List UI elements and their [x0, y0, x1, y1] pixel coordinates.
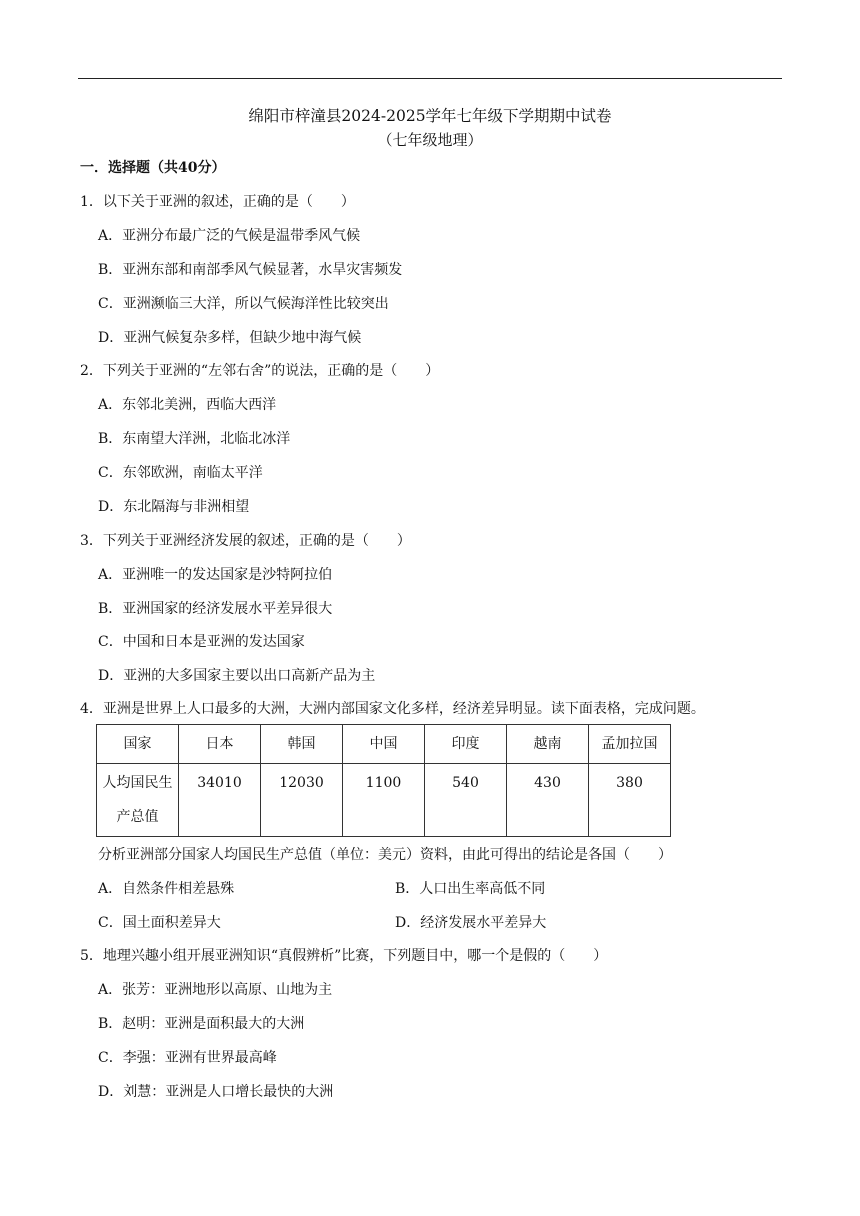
- gnp-table: [96, 724, 671, 837]
- question-4-option-a: A．自然条件相差悬殊: [98, 881, 235, 897]
- table-cell: 540: [425, 764, 507, 837]
- section-heading: 一．选择题（共40分）: [80, 160, 226, 176]
- question-5-option-a: A．张芳：亚洲地形以高原、山地为主: [98, 982, 333, 998]
- question-4-stem: 4．亚洲是世界上人口最多的大洲，大洲内部国家文化多样，经济差异明显。读下面表格，完成问题。: [80, 701, 705, 717]
- question-4-follow-up: 分析亚洲部分国家人均国民生产总值（单位：美元）资料，由此可得出的结论是各国（ ）: [98, 847, 672, 863]
- question-5-option-c: C．李强：亚洲有世界最高峰: [98, 1050, 277, 1066]
- exam-subtitle: （七年级地理）: [377, 131, 483, 149]
- row-label-line-1: 人均国民生: [102, 775, 173, 791]
- table-header-cell: 日本: [179, 725, 261, 764]
- table-header-cell: 越南: [507, 725, 589, 764]
- question-2-stem: 2．下列关于亚洲的“左邻右舍”的说法，正确的是（ ）: [80, 363, 440, 379]
- question-5-option-d: D．刘慧：亚洲是人口增长最快的大洲: [98, 1084, 334, 1100]
- table-row: [97, 764, 671, 837]
- question-3-option-c: C．中国和日本是亚洲的发达国家: [98, 634, 305, 650]
- question-1-option-c: C．亚洲濒临三大洋，所以气候海洋性比较突出: [98, 296, 389, 312]
- table-cell: 1100: [343, 764, 425, 837]
- header-rule: [78, 78, 782, 79]
- table-header-cell: 孟加拉国: [589, 725, 671, 764]
- question-1-option-a: A．亚洲分布最广泛的气候是温带季风气候: [98, 228, 361, 244]
- question-4-option-d: D．经济发展水平差异大: [395, 915, 547, 931]
- table-row-label: [97, 764, 179, 837]
- question-3-option-d: D．亚洲的大多国家主要以出口高新产品为主: [98, 668, 376, 684]
- question-5-stem: 5．地理兴趣小组开展亚洲知识“真假辨析”比赛，下列题目中，哪一个是假的（ ）: [80, 948, 608, 964]
- table-cell: 430: [507, 764, 589, 837]
- question-3-stem: 3．下列关于亚洲经济发展的叙述，正确的是（ ）: [80, 533, 411, 549]
- table-cell: 34010: [179, 764, 261, 837]
- question-5-option-b: B．赵明：亚洲是面积最大的大洲: [98, 1016, 305, 1032]
- question-2-option-b: B．东南望大洋洲，北临北冰洋: [98, 431, 291, 447]
- question-4-option-c: C．国土面积差异大: [98, 915, 221, 931]
- question-4-option-b: B．人口出生率高低不同: [395, 881, 546, 897]
- question-2-option-d: D．东北隔海与非洲相望: [98, 499, 250, 515]
- question-2-option-c: C．东邻欧洲，南临太平洋: [98, 465, 263, 481]
- question-2-option-a: A．东邻北美洲，西临大西洋: [98, 397, 277, 413]
- table-header-cell: 印度: [425, 725, 507, 764]
- table-header-cell: 国家: [97, 725, 179, 764]
- question-3-option-a: A．亚洲唯一的发达国家是沙特阿拉伯: [98, 567, 333, 583]
- table-cell: 12030: [261, 764, 343, 837]
- table-cell: 380: [589, 764, 671, 837]
- question-1-stem: 1．以下关于亚洲的叙述，正确的是（ ）: [80, 194, 355, 210]
- table-header-cell: 中国: [343, 725, 425, 764]
- table-header-row: [97, 725, 671, 764]
- table-header-cell: 韩国: [261, 725, 343, 764]
- exam-title: 绵阳市梓潼县2024-2025学年七年级下学期期中试卷: [248, 107, 612, 125]
- row-label-line-2: 产总值: [116, 809, 159, 825]
- question-1-option-b: B．亚洲东部和南部季风气候显著，水旱灾害频发: [98, 262, 403, 278]
- question-1-option-d: D．亚洲气候复杂多样，但缺少地中海气候: [98, 330, 362, 346]
- question-3-option-b: B．亚洲国家的经济发展水平差异很大: [98, 601, 333, 617]
